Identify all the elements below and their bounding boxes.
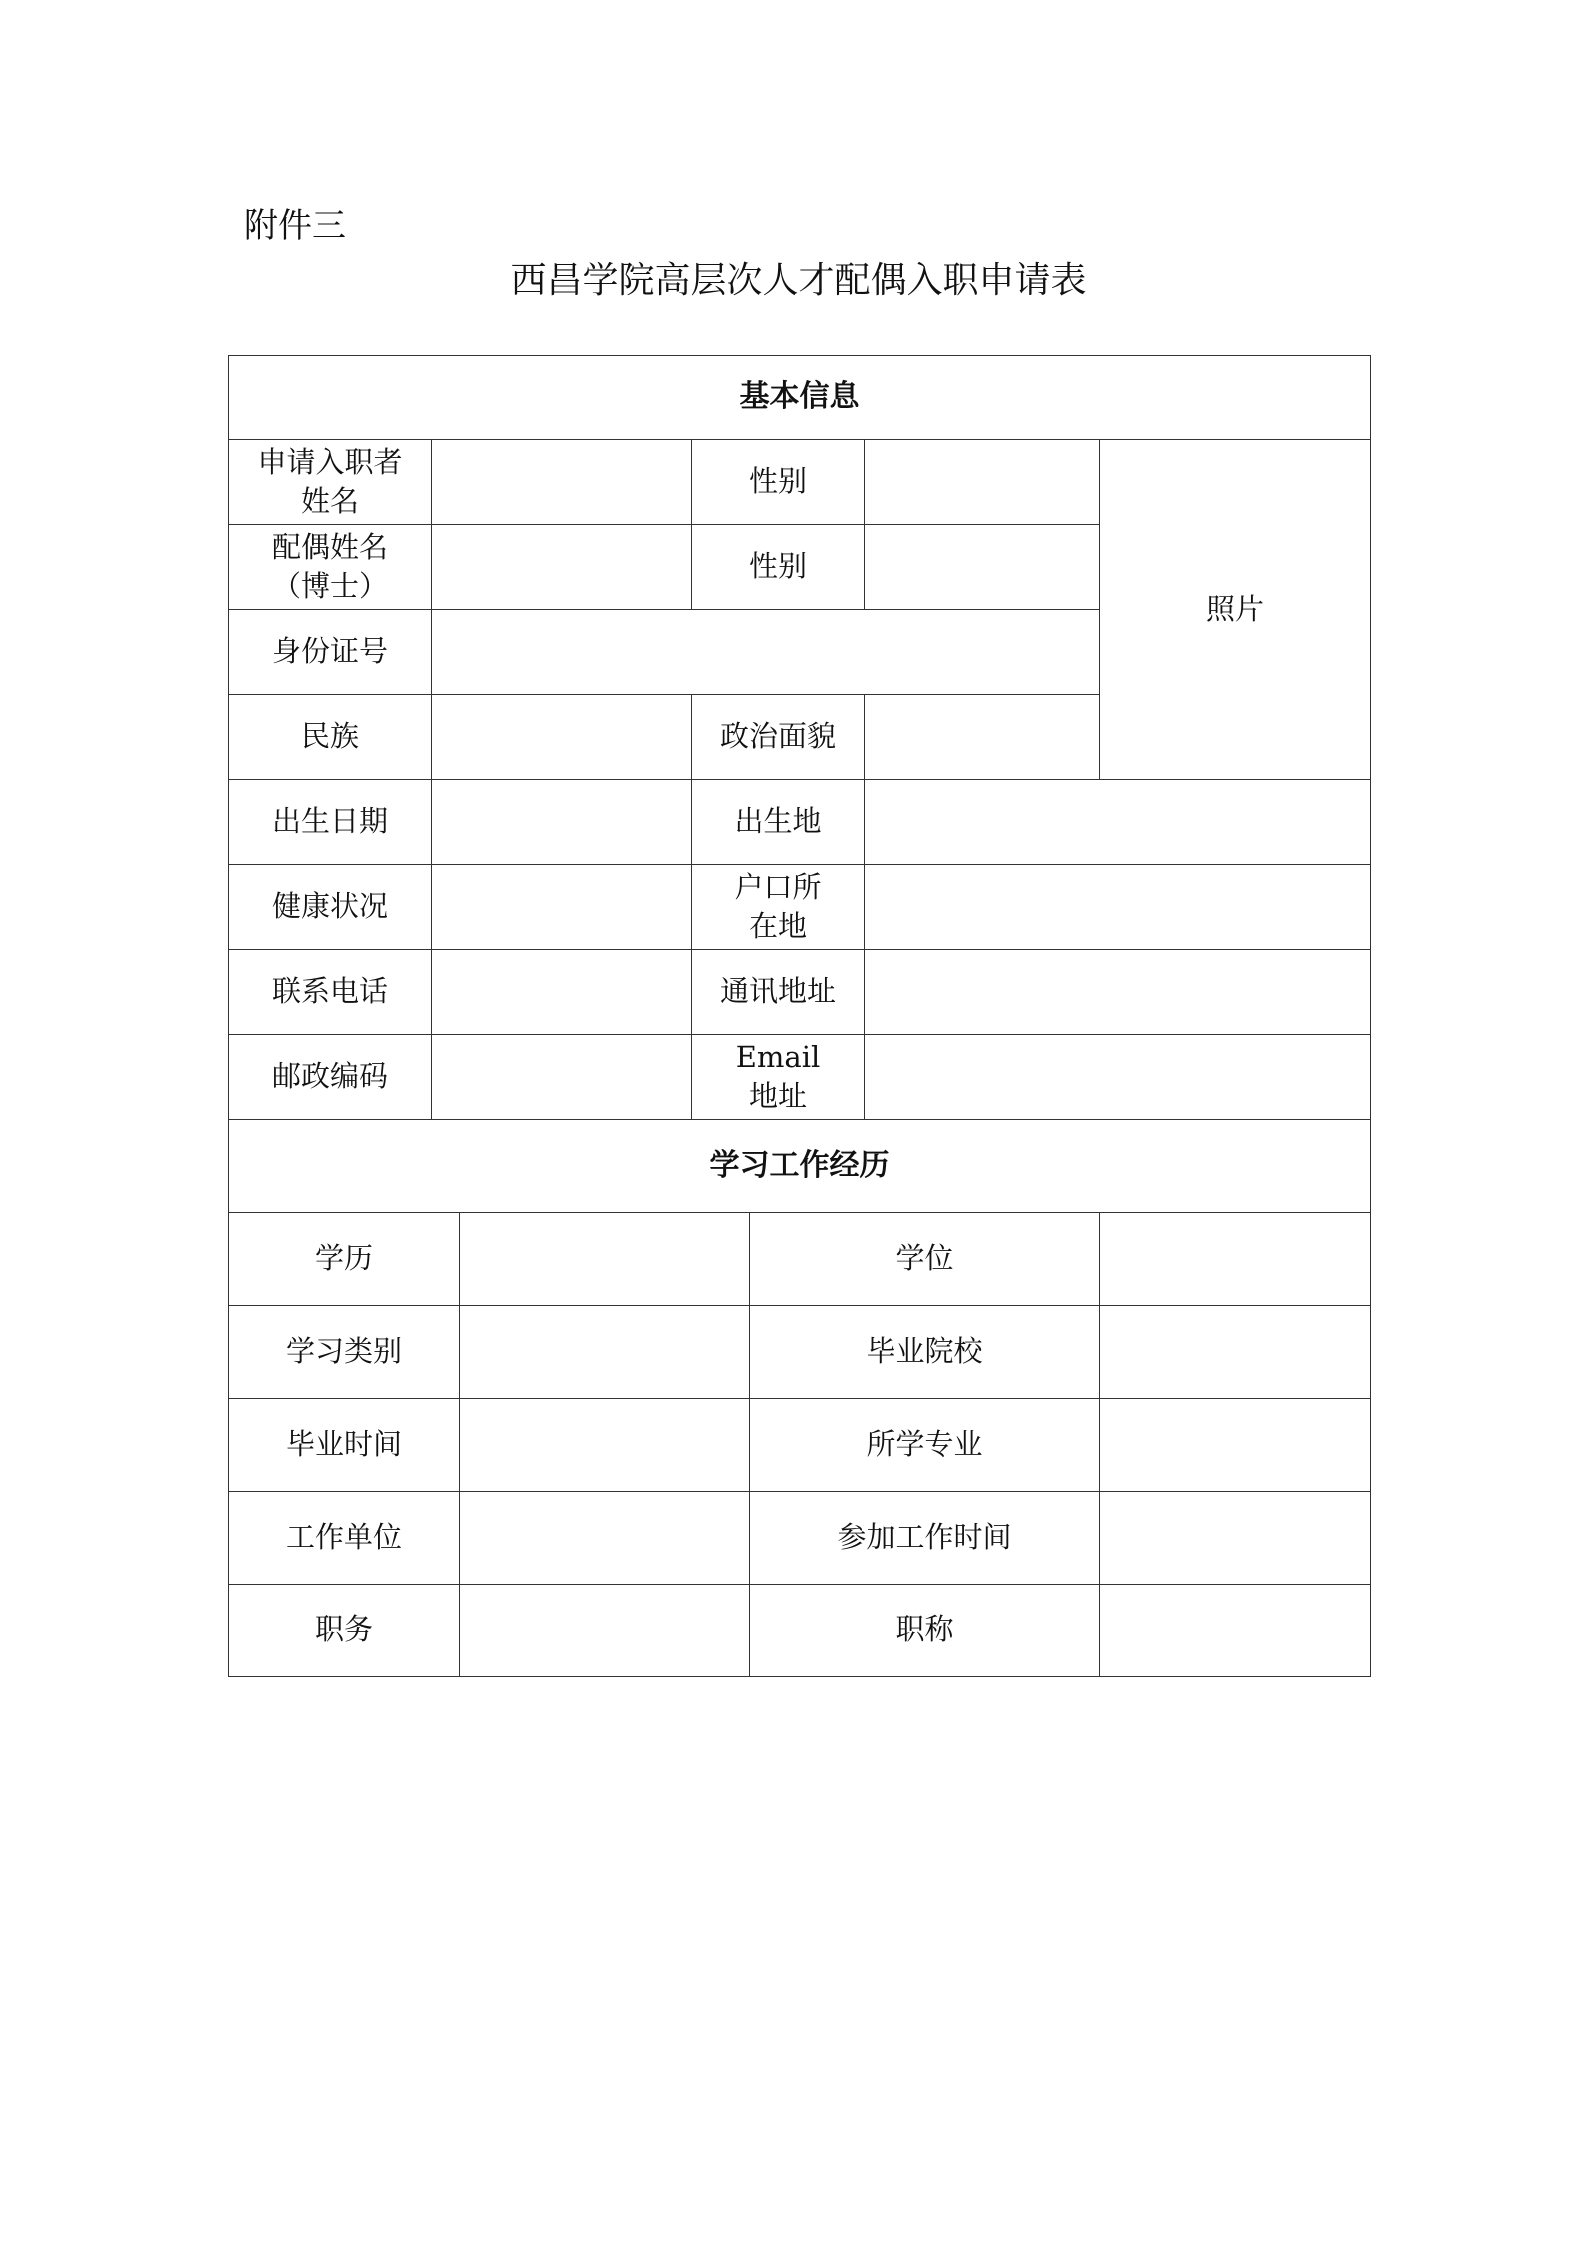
political-status-field[interactable] [865,695,1100,780]
graduation-time-label: 毕业时间 [229,1398,460,1491]
title-field[interactable] [1100,1584,1371,1676]
phone-label: 联系电话 [229,950,432,1035]
postal-code-label: 邮政编码 [229,1035,432,1120]
id-number-field[interactable] [432,610,1100,695]
gender-label: 性别 [692,440,865,525]
mail-address-label: 通讯地址 [692,950,865,1035]
ethnicity-label: 民族 [229,695,432,780]
applicant-name-field[interactable] [432,440,692,525]
hukou-label: 户口所 在地 [692,865,865,950]
photo-label: 照片 [1205,591,1264,626]
hukou-field[interactable] [865,865,1371,950]
ethnicity-field[interactable] [432,695,692,780]
birth-place-field[interactable] [865,780,1371,865]
title-label: 职称 [750,1584,1100,1676]
school-label: 毕业院校 [750,1305,1100,1398]
study-type-label: 学习类别 [229,1305,460,1398]
school-field[interactable] [1100,1305,1371,1398]
degree-field[interactable] [1100,1212,1371,1305]
phone-field[interactable] [432,950,692,1035]
experience-table [228,1120,1371,1677]
spouse-gender-field[interactable] [865,525,1100,610]
graduation-time-field[interactable] [460,1398,750,1491]
health-label: 健康状况 [229,865,432,950]
employer-field[interactable] [460,1491,750,1584]
photo-box[interactable] [1100,440,1371,780]
gender-field[interactable] [865,440,1100,525]
spouse-name-field[interactable] [432,525,692,610]
section-title-basic-info: 基本信息 [229,356,1371,440]
attachment-label: 附件三 [244,206,346,246]
spouse-gender-label: 性别 [692,525,865,610]
email-field[interactable] [865,1035,1371,1120]
spouse-name-label: 配偶姓名 （博士） [229,525,432,610]
degree-label: 学位 [750,1212,1100,1305]
email-label: Email 地址 [692,1035,865,1120]
position-field[interactable] [460,1584,750,1676]
applicant-name-label: 申请入职者 姓名 [229,440,432,525]
education-label: 学历 [229,1212,460,1305]
form-title: 西昌学院高层次人才配偶入职申请表 [510,260,1087,301]
major-field[interactable] [1100,1398,1371,1491]
mail-address-field[interactable] [865,950,1371,1035]
birth-date-label: 出生日期 [229,780,432,865]
study-type-field[interactable] [460,1305,750,1398]
work-start-field[interactable] [1100,1491,1371,1584]
health-field[interactable] [432,865,692,950]
major-label: 所学专业 [750,1398,1100,1491]
education-field[interactable] [460,1212,750,1305]
postal-code-field[interactable] [432,1035,692,1120]
birth-place-label: 出生地 [692,780,865,865]
position-label: 职务 [229,1584,460,1676]
employer-label: 工作单位 [229,1491,460,1584]
political-status-label: 政治面貌 [692,695,865,780]
id-number-label: 身份证号 [229,610,432,695]
birth-date-field[interactable] [432,780,692,865]
section-title-experience: 学习工作经历 [229,1120,1371,1212]
work-start-label: 参加工作时间 [750,1491,1100,1584]
basic-info-table [228,355,1371,1120]
